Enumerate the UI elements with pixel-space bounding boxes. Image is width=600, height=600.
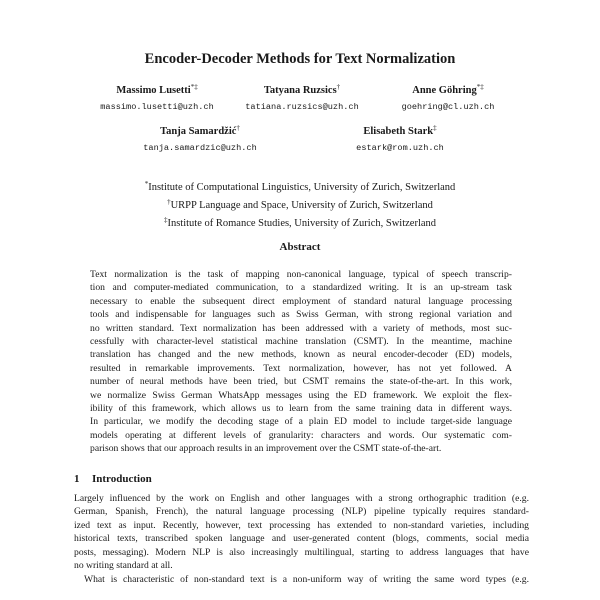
affiliation-text: URPP Language and Space, University of Zurich, Switzerland	[170, 200, 433, 211]
body-line: German, Spanish, French), the natural language processing (NLP) pipeline typically requires standard-	[74, 506, 529, 518]
author-marks: ‡	[433, 124, 437, 132]
section-heading	[74, 473, 152, 485]
author-name: Tatyana Ruzsics	[263, 85, 337, 96]
body-line: ized text as input. Recently, however, text processing has extended to non-standard varieties, including	[74, 519, 529, 531]
abstract-line: cessfully with character-level statistical machine translation (CSMT). In the meantime, machine	[90, 336, 512, 348]
body-paragraph	[74, 492, 529, 572]
affiliations	[0, 177, 600, 231]
abstract-line: translation has changed and the new methods, known as neural encoder-decoder (ED) models,	[90, 349, 512, 361]
author-marks: †	[236, 124, 240, 132]
author-block	[135, 122, 265, 154]
author-name: Anne Göhring	[412, 85, 477, 96]
author-marks: *‡	[476, 83, 484, 91]
abstract-line: parison shows that our approach results in an improvement over the CSMT state-of-the-art.	[90, 443, 442, 455]
author-marks: *‡	[190, 83, 198, 91]
abstract-line: Text normalization is the task of mapping non-canonical language, typical of speech transcrip-	[90, 269, 512, 280]
author-email: massimo.lusetti@uzh.ch	[100, 102, 214, 112]
affiliation-line	[0, 177, 600, 195]
abstract-line: ibility of this framework, which allows us to learn from the same training data in different ways.	[90, 403, 512, 415]
affiliation-mark: †	[167, 198, 171, 206]
abstract-line: number of neural methods have been tried, but CSMT remains the state-of-the-art. In this work,	[90, 376, 512, 388]
abstract-line: tools and indispensable for languages such as Swiss German, with strong regional variation and	[90, 309, 512, 321]
author-block	[340, 122, 460, 154]
affiliation-line	[0, 213, 600, 231]
author-email: goehring@cl.uzh.ch	[401, 102, 495, 112]
affiliation-line	[0, 195, 600, 213]
section-title: Introduction	[92, 473, 152, 485]
author-email: estark@rom.uzh.ch	[356, 143, 444, 153]
body-line: no writing standard at all.	[74, 560, 173, 572]
author-block	[237, 81, 367, 113]
author-email: tanja.samardzic@uzh.ch	[143, 143, 257, 153]
section-number: 1	[74, 473, 80, 485]
body-line: historical texts, transcribed spoken language and user-generated content (blogs, comments, social media	[74, 533, 529, 545]
paper-title: Encoder-Decoder Methods for Text Normalization	[144, 51, 456, 67]
body-line: posts, messaging). Modern NLP is also increasingly multilingual, starting to address languages that have	[74, 546, 529, 558]
author-name: Elisabeth Stark	[363, 126, 434, 137]
abstract-line: models operating at different levels of granularity: characters and words. Our systematic com-	[90, 429, 512, 441]
affiliation-text: Institute of Computational Linguistics, University of Zurich, Switzerland	[148, 182, 456, 193]
author-name: Tanja Samardžić	[160, 126, 237, 137]
abstract-heading: Abstract	[279, 241, 321, 253]
affiliation-text: Institute of Romance Studies, University of Zurich, Switzerland	[167, 218, 437, 229]
author-marks: †	[336, 83, 341, 91]
abstract-line: we normalize Swiss German WhatsApp messages using the ED framework. We exploit the flex-	[90, 389, 512, 401]
abstract-line: necessary to enable the subsequent direct employment of standard natural language processing	[90, 295, 512, 307]
body-line: What is characteristic of non-standard text is a non-uniform way of writing the same word types (e.g.	[84, 574, 529, 585]
abstract-line: resulted in remarkable improvements. Text normalization, however, has not yet followed. A	[90, 362, 512, 374]
author-block	[92, 81, 222, 113]
affiliation-mark: *	[144, 180, 149, 188]
abstract-line: no written standard. Text normalization has been addressed with a variety of methods, most suc-	[90, 322, 512, 334]
affiliation-mark: ‡	[163, 216, 168, 224]
body-line: Largely influenced by the work on English and other languages with a strong orthographic tradition (e.g.	[74, 493, 529, 504]
author-email: tatiana.ruzsics@uzh.ch	[245, 102, 359, 112]
author-name: Massimo Lusetti	[116, 85, 191, 96]
body-paragraph	[74, 573, 529, 586]
abstract-line: tion and computer-mediated communication, to a standardized writing. It is an up-stream task	[90, 282, 512, 294]
abstract-text	[90, 268, 512, 456]
author-block	[388, 81, 508, 113]
abstract-line: In particular, we modify the decoding stage of a plain ED model to include target-side language	[90, 416, 512, 428]
